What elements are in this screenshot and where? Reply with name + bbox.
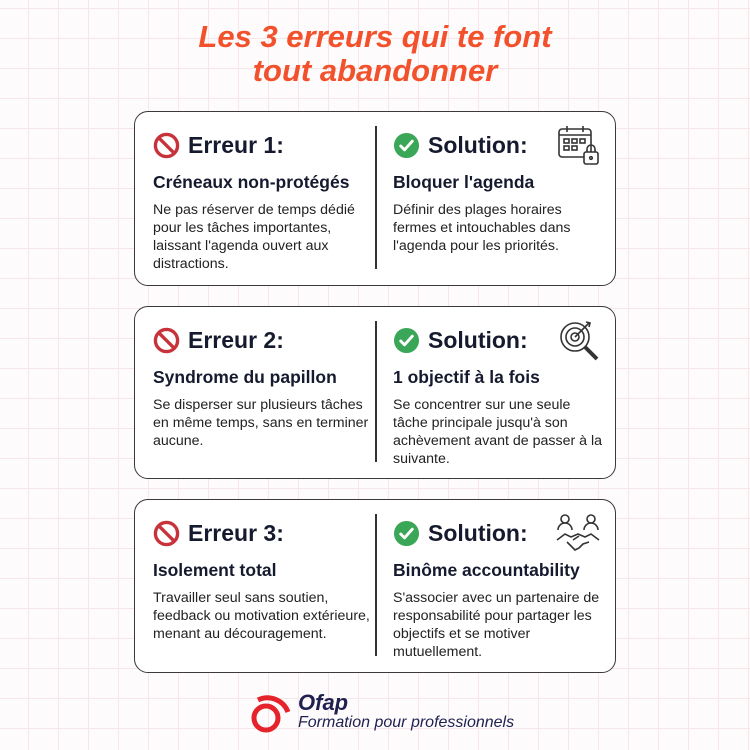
solution-label: Solution: <box>428 519 528 546</box>
solution-text: Se concentrer sur une seule tâche principale jusqu'à son achèvement avant de passer à la suivante. <box>393 397 603 467</box>
logo-tagline: Formation pour professionnels <box>298 714 515 731</box>
page-title: Les 3 erreurs qui te font tout abandonner <box>198 19 552 88</box>
prohibited-icon <box>153 132 180 159</box>
solution-text: Définir des plages horaires fermes et intouchables dans l'agenda pour les priorités. <box>393 202 571 254</box>
calendar-lock-icon <box>557 124 601 171</box>
solution-text: S'associer avec un partenaire de responsabilité pour partager les objectifs et se motiver mutuellement. <box>393 590 600 660</box>
error-solution-card <box>134 111 616 286</box>
error-text: Travailler seul sans soutien, feedback ou motivation extérieure, menant au découragement. <box>153 590 370 642</box>
solution-title: Binôme accountability <box>393 560 580 580</box>
logo-name: Ofap <box>298 690 349 715</box>
check-circle-icon <box>393 132 420 159</box>
error-solution-card <box>134 499 616 673</box>
check-circle-icon <box>393 520 420 547</box>
error-title: Isolement total <box>153 560 277 580</box>
solution-title: 1 objectif à la fois <box>393 367 540 387</box>
solution-label: Solution: <box>428 326 528 353</box>
handshake-icon <box>555 512 601 561</box>
solution-label: Solution: <box>428 131 528 158</box>
prohibited-icon <box>153 520 180 547</box>
error-column <box>153 500 375 643</box>
check-circle-icon <box>393 327 420 354</box>
column-divider <box>375 126 377 269</box>
prohibited-icon <box>153 327 180 354</box>
error-title: Syndrome du papillon <box>153 367 337 387</box>
error-solution-card <box>134 306 616 479</box>
error-label: Erreur 1: <box>188 131 284 158</box>
column-divider <box>375 514 377 656</box>
error-column <box>153 112 375 273</box>
solution-title: Bloquer l'agenda <box>393 172 535 192</box>
error-text: Se disperser sur plusieurs tâches en même temps, sans en terminer aucune. <box>153 397 369 449</box>
error-title: Créneaux non-protégés <box>153 172 350 192</box>
column-divider <box>375 321 377 462</box>
error-label: Erreur 2: <box>188 326 284 353</box>
error-column <box>153 307 375 450</box>
target-magnifier-icon <box>557 319 601 368</box>
logo-mark-icon <box>248 690 296 738</box>
error-text: Ne pas réserver de temps dédié pour les tâches importantes, laissant l'agenda ouvert aux distractions. <box>153 202 355 272</box>
error-label: Erreur 3: <box>188 519 284 546</box>
